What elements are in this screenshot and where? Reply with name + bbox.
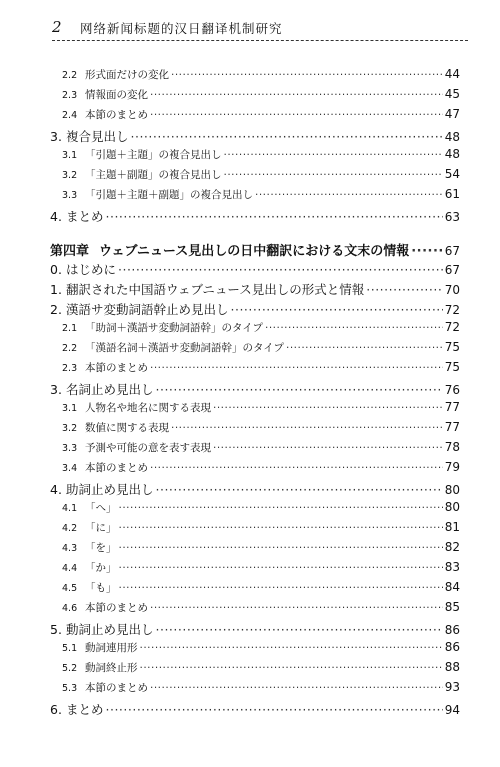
toc-entry-page: 72 (444, 320, 460, 334)
toc-entry-page: 44 (444, 67, 460, 81)
toc-entry-page: 81 (444, 520, 460, 534)
toc-entry-sub (62, 580, 460, 595)
toc-entry-title: 動詞止め見出し (66, 622, 154, 637)
toc-entry-page: 75 (444, 340, 460, 354)
toc-entry-title: 「に」 (85, 522, 117, 534)
dot-leader (286, 342, 443, 354)
toc-entry-sub (62, 87, 460, 102)
toc-entry-page: 67 (444, 263, 460, 277)
toc-entry-number: 4. (50, 209, 62, 224)
toc-entry-number: 0. (50, 262, 62, 277)
toc-entry-page: 77 (444, 420, 460, 434)
dot-leader (140, 662, 443, 674)
dot-leader (119, 562, 443, 574)
dot-leader (106, 702, 443, 717)
toc-entry-number: 2.4 (62, 110, 78, 121)
toc-entry-title: 「漢語名詞＋漢語サ変動詞語幹」のタイプ (85, 342, 284, 354)
toc-entry-sub (62, 420, 460, 435)
dot-leader (156, 482, 443, 497)
toc-entry-sec (50, 127, 460, 145)
toc-entry-number: 3.3 (62, 443, 78, 454)
toc-entry-chap (50, 240, 460, 259)
running-header (52, 14, 468, 41)
dot-leader (224, 149, 443, 161)
toc-entry-title: 本節のまとめ (85, 682, 148, 694)
toc-entry-number: 3.1 (62, 150, 78, 161)
dot-leader (106, 209, 443, 224)
toc-entry-sub (62, 660, 460, 675)
toc-entry-page: 75 (444, 360, 460, 374)
toc-entry-page: 83 (444, 560, 460, 574)
dot-leader (411, 244, 443, 259)
toc-entry-sub (62, 540, 460, 555)
dot-leader (150, 462, 443, 474)
toc-entry-title: 複合見出し (66, 129, 129, 144)
dot-leader (255, 189, 443, 201)
toc-entry-sub (62, 167, 460, 182)
toc-entry-number: 3.2 (62, 170, 78, 181)
toc-entry-page: 78 (444, 440, 460, 454)
toc-entry-title: 「も」 (85, 582, 117, 594)
toc-entry-sub (62, 500, 460, 515)
dot-leader (131, 129, 443, 144)
toc-entry-number: 2. (50, 302, 62, 317)
toc-entry-title: 情報面の変化 (85, 89, 148, 101)
toc-entry-page: 93 (444, 680, 460, 694)
running-title: 网络新闻标题的汉日翻译机制研究 (80, 21, 283, 36)
page-number: 2 (52, 18, 62, 36)
toc-entry-title: ウェブニュース見出しの日中翻訳における文末の情報 (99, 244, 410, 259)
toc-entry-page: 77 (444, 400, 460, 414)
toc-entry-number: 6. (50, 702, 62, 717)
toc-entry-title: 名詞止め見出し (66, 382, 154, 397)
toc-entry-sub (62, 640, 460, 655)
dot-leader (119, 582, 443, 594)
toc-entry-page: 88 (444, 660, 460, 674)
toc-entry-sec (50, 300, 460, 318)
dot-leader (366, 282, 442, 297)
toc-entry-sub (62, 320, 460, 335)
toc-entry-page: 47 (444, 107, 460, 121)
toc-entry-number: 1. (50, 282, 62, 297)
toc-entry-title: まとめ (66, 209, 104, 224)
toc-entry-sub (62, 460, 460, 475)
toc-entry-page: 84 (444, 580, 460, 594)
toc-entry-title: 「助詞＋漢語サ変動詞語幹」のタイプ (85, 322, 263, 334)
toc-entry-title: 動詞終止形 (85, 662, 138, 674)
toc-entry-sec (50, 700, 460, 718)
toc-entry-sub (62, 600, 460, 615)
dot-leader (213, 442, 443, 454)
toc-entry-page: 72 (444, 303, 460, 317)
toc-entry-number: 4.6 (62, 603, 78, 614)
toc-entry-number: 3. (50, 382, 62, 397)
toc-entry-title: 「か」 (85, 562, 117, 574)
toc-entry-sec (50, 207, 460, 225)
dot-leader (150, 109, 443, 121)
toc-entry-number: 5.1 (62, 643, 78, 654)
dot-leader (156, 622, 443, 637)
toc-entry-number: 4.3 (62, 543, 78, 554)
dot-leader (119, 542, 443, 554)
toc-entry-sub (62, 400, 460, 415)
toc-entry-sub (62, 340, 460, 355)
toc-entry-sub (62, 147, 460, 162)
dot-leader (156, 382, 443, 397)
toc-entry-title: はじめに (66, 262, 117, 277)
toc-entry-title: 本節のまとめ (85, 602, 148, 614)
toc-entry-sec (50, 260, 460, 278)
dot-leader (265, 322, 443, 334)
toc-entry-page: 63 (444, 210, 460, 224)
toc-entry-number: 4. (50, 482, 62, 497)
toc-entry-title: 人物名や地名に関する表現 (85, 402, 211, 414)
dot-leader (118, 262, 443, 277)
toc-entry-number: 2.2 (62, 343, 78, 354)
toc-entry-page: 61 (444, 187, 460, 201)
toc-entry-sub (62, 520, 460, 535)
toc-entry-number: 4.1 (62, 503, 78, 514)
toc-entry-page: 82 (444, 540, 460, 554)
toc-entry-number: 5.3 (62, 683, 78, 694)
toc-entry-number: 3. (50, 129, 62, 144)
toc-entry-sub (62, 187, 460, 202)
toc-entry-page: 79 (444, 460, 460, 474)
toc-entry-sub (62, 107, 460, 122)
toc-entry-sec (50, 480, 460, 498)
dot-leader (150, 362, 443, 374)
toc-entry-number: 3.1 (62, 403, 78, 414)
toc-entry-number: 2.2 (62, 70, 78, 81)
dot-leader (224, 169, 443, 181)
toc-entry-title: 翻訳された中国語ウェブニュース見出しの形式と情報 (66, 282, 365, 297)
toc-entry-title: 「引題＋主題＋副題」の複合見出し (85, 189, 253, 201)
toc-entry-title: 漢語サ変動詞語幹止め見出し (66, 302, 229, 317)
toc-entry-number: 3.2 (62, 423, 78, 434)
toc-entry-title: 「を」 (85, 542, 117, 554)
toc-entry-number: 第四章 (50, 244, 90, 259)
toc-entry-number: 3.4 (62, 463, 78, 474)
toc-entry-page: 70 (444, 283, 460, 297)
toc-entry-number: 2.3 (62, 90, 78, 101)
toc-entry-number: 4.5 (62, 583, 78, 594)
toc-entry-page: 48 (444, 147, 460, 161)
dot-leader (150, 682, 443, 694)
dot-leader (150, 89, 443, 101)
toc-entry-page: 86 (444, 623, 460, 637)
dot-leader (119, 522, 443, 534)
toc-entry-page: 85 (444, 600, 460, 614)
toc-entry-title: 本節のまとめ (85, 462, 148, 474)
dot-leader (119, 502, 443, 514)
toc-entry-sub (62, 67, 460, 82)
toc-entry-number: 5. (50, 622, 62, 637)
dot-leader (171, 69, 443, 81)
toc-entry-title: 形式面だけの変化 (85, 69, 169, 81)
toc-entry-page: 80 (444, 500, 460, 514)
toc-entry-page: 94 (444, 703, 460, 717)
toc-entry-sub (62, 440, 460, 455)
toc-entry-title: 「引題＋主題」の複合見出し (85, 149, 222, 161)
toc-entry-title: 「主題＋副題」の複合見出し (85, 169, 222, 181)
toc-entry-sub (62, 360, 460, 375)
toc-entry-page: 76 (444, 383, 460, 397)
toc-entry-number: 4.4 (62, 563, 78, 574)
toc-entry-sec (50, 620, 460, 638)
dot-leader (140, 642, 443, 654)
toc-entry-sub (62, 560, 460, 575)
toc-entry-sec (50, 380, 460, 398)
dot-leader (231, 302, 443, 317)
toc-entry-page: 80 (444, 483, 460, 497)
toc-entry-page: 86 (444, 640, 460, 654)
toc-entry-number: 5.2 (62, 663, 78, 674)
dot-leader (171, 422, 443, 434)
dot-leader (150, 602, 443, 614)
toc-entry-title: まとめ (66, 702, 104, 717)
toc-entry-page: 54 (444, 167, 460, 181)
toc-entry-title: 動詞連用形 (85, 642, 138, 654)
toc-entry-title: 助詞止め見出し (66, 482, 154, 497)
toc-entry-page: 48 (444, 130, 460, 144)
toc-entry-title: 予測や可能の意を表す表現 (85, 442, 211, 454)
toc-entry-sec (50, 280, 460, 298)
toc-entry-page: 45 (444, 87, 460, 101)
toc-entry-number: 2.1 (62, 323, 78, 334)
toc-entry-title: 「へ」 (85, 502, 117, 514)
toc-entry-title: 数値に関する表現 (85, 422, 169, 434)
dot-leader (213, 402, 443, 414)
toc-entry-title: 本節のまとめ (85, 109, 148, 121)
toc-entry-number: 3.3 (62, 190, 78, 201)
toc-entry-number: 4.2 (62, 523, 78, 534)
toc-entry-title: 本節のまとめ (85, 362, 148, 374)
toc-entry-sub (62, 680, 460, 695)
toc-entry-number: 2.3 (62, 363, 78, 374)
toc-entry-page: 67 (444, 244, 460, 258)
